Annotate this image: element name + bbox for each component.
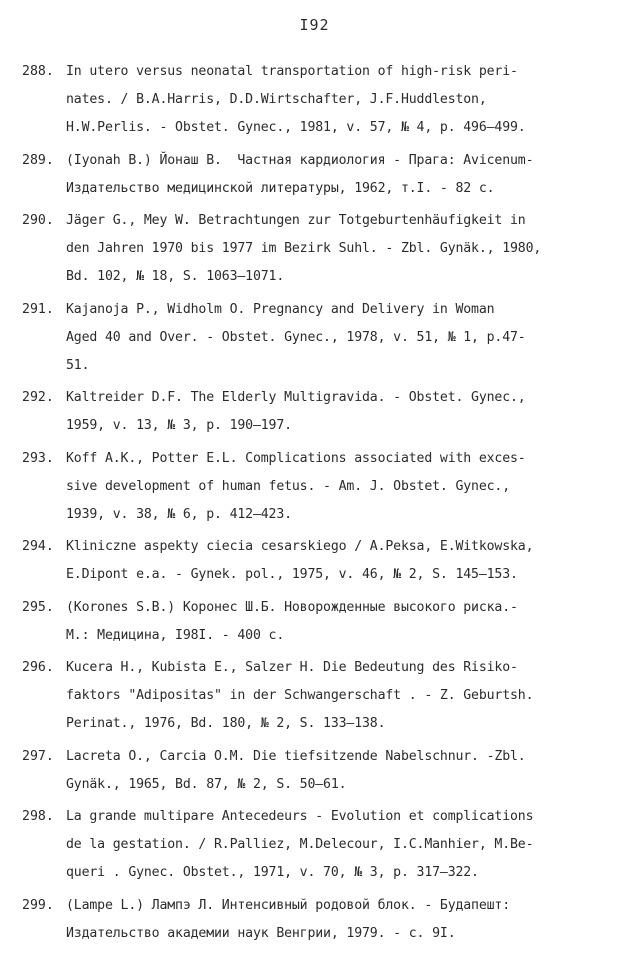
reference-text-line: nates. / B.A.Harris, D.D.Wirtschafter, J.F.Huddleston,	[66, 92, 487, 108]
reference-text-line: Kliniczne aspekty ciecia cesarskiego / A.Peksa, E.Witkowska,	[66, 539, 534, 555]
reference-text-line: Gynäk., 1965, Bd. 87, № 2, S. 50–61.	[66, 776, 347, 792]
reference-entry	[22, 445, 614, 530]
reference-text-line: Kucera H., Kubista E., Salzer H. Die Bedeutung des Risiko-	[66, 660, 518, 676]
reference-text-line: 51.	[66, 358, 90, 374]
reference-number: 298.	[22, 809, 54, 825]
page-number: I92	[299, 16, 330, 34]
reference-text-line: (Iyonah B.) Йонаш В. Частная кардиология - Прага: Avicenum-	[66, 152, 534, 168]
reference-entry	[22, 147, 614, 203]
reference-number: 288.	[22, 64, 54, 79]
reference-text-line: queri . Gynec. Obstet., 1971, v. 70, № 3, p. 317–322.	[66, 865, 479, 881]
reference-text-line: (Lampe L.) Лампэ Л. Интенсивный родовой блок. - Будапешт:	[66, 897, 511, 913]
reference-text-line: Aged 40 and Over. - Obstet. Gynec., 1978, v. 51, № 1, p.47-	[66, 329, 526, 345]
reference-text-line: Kaltreider D.F. The Elderly Multigravida. - Obstet. Gynec.,	[66, 390, 526, 406]
reference-entry	[22, 654, 614, 739]
reference-number: 296.	[22, 660, 54, 676]
reference-entry	[22, 384, 614, 440]
reference-number: 293.	[22, 450, 54, 466]
reference-number: 294.	[22, 539, 54, 555]
reference-number: 295.	[22, 599, 54, 615]
reference-text-line: La grande multipare Antecedeurs - Evolution et complications	[66, 809, 534, 825]
reference-entry	[22, 892, 614, 948]
reference-number: 292.	[22, 390, 54, 406]
reference-text-line: In utero versus neonatal transportation of high-risk peri-	[66, 64, 518, 79]
reference-number: 291.	[22, 301, 54, 317]
reference-number: 290.	[22, 213, 54, 229]
reference-entry	[22, 58, 614, 143]
reference-entry	[22, 533, 614, 589]
reference-text-line: (Korones S.B.) Коронес Ш.Б. Новорожденные высокого риска.-	[66, 599, 518, 615]
reference-text-line: E.Dipont e.a. - Gynek. pol., 1975, v. 46, № 2, S. 145–153.	[66, 567, 518, 583]
reference-text-line: Bd. 102, № 18, S. 1063–1071.	[66, 269, 285, 285]
reference-text-line: Издательство медицинской литературы, 1962, т.I. - 82 с.	[66, 180, 495, 196]
reference-text-line: de la gestation. / R.Palliez, M.Delecour, I.C.Manhier, M.Be-	[66, 837, 534, 853]
reference-number: 289.	[22, 152, 54, 168]
reference-entry	[22, 594, 614, 650]
reference-entry	[22, 296, 614, 381]
reference-text-line: Kajanoja P., Widholm O. Pregnancy and Delivery in Woman	[66, 301, 495, 317]
reference-entry	[22, 207, 614, 292]
reference-text-line: 1959, v. 13, № 3, p. 190–197.	[66, 418, 292, 434]
reference-entry	[22, 803, 614, 888]
reference-number: 297.	[22, 748, 54, 764]
reference-list	[22, 58, 614, 952]
reference-text-line: Jäger G., Mey W. Betrachtungen zur Totgeburtenhäufigkeit in	[66, 213, 526, 229]
reference-text-line: Koff A.K., Potter E.L. Complications associated with exces-	[66, 450, 526, 466]
reference-text-line: H.W.Perlis. - Obstet. Gynec., 1981, v. 57, № 4, p. 496–499.	[66, 120, 526, 136]
reference-text-line: Издательство академии наук Венгрии, 1979. - с. 9I.	[66, 925, 456, 941]
reference-text-line: Lacreta O., Carcia O.M. Die tiefsitzende Nabelschnur. -Zbl.	[66, 748, 526, 764]
reference-entry	[22, 743, 614, 799]
reference-number: 299.	[22, 897, 54, 913]
reference-text-line: sive development of human fetus. - Am. J. Obstet. Gynec.,	[66, 478, 511, 494]
reference-text-line: Perinat., 1976, Bd. 180, № 2, S. 133–138.	[66, 716, 386, 732]
reference-text-line: 1939, v. 38, № 6, p. 412–423.	[66, 507, 292, 523]
reference-text-line: М.: Медицина, I98I. - 400 с.	[66, 627, 285, 643]
reference-text-line: den Jahren 1970 bis 1977 im Bezirk Suhl. - Zbl. Gynäk., 1980,	[66, 241, 542, 257]
reference-text-line: faktors "Adipositas" in der Schwangerschaft . - Z. Geburtsh.	[66, 688, 534, 704]
